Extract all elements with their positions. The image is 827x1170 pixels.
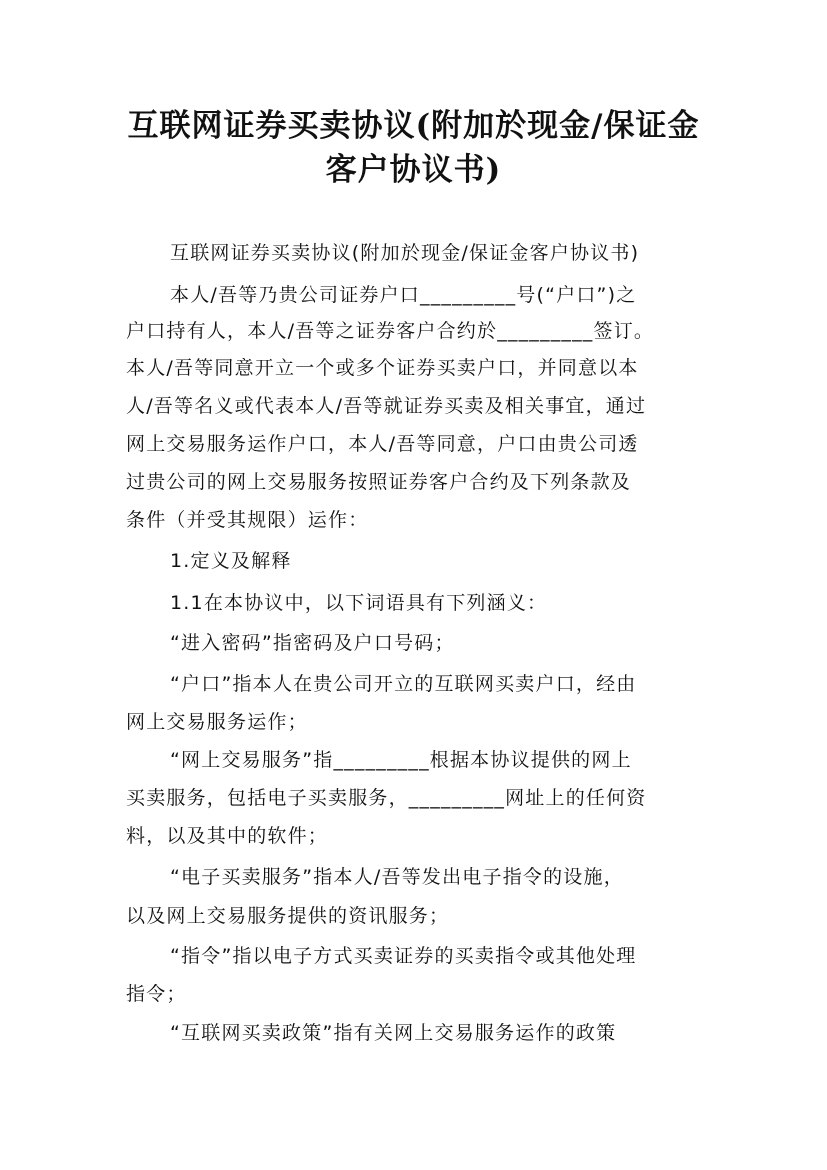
paragraph-line: 过贵公司的网上交易服务按照证券客户合约及下列条款及 [126, 471, 632, 493]
definition-line: 网上交易服务运作； [126, 711, 308, 733]
definition-line: 指令； [126, 983, 187, 1005]
paragraph-line: 网上交易服务运作户口，本人/吾等同意，户口由贵公司透 [126, 433, 639, 455]
subsection-heading: 1.1在本协议中，以下词语具有下列涵义： [170, 592, 548, 614]
definition-line: “电子买卖服务”指本人/吾等发出电子指令的设施， [170, 866, 624, 888]
definition-line: “户口”指本人在贵公司开立的互联网买卖户口，经由 [170, 673, 637, 695]
definition-line: 以及网上交易服务提供的资讯服务； [126, 905, 450, 927]
document-title-line-2: 客户协议书) [325, 152, 502, 188]
section-heading: 1.定义及解释 [170, 550, 292, 572]
document-title-line-1: 互联网证券买卖协议(附加於现金/保证金 [127, 108, 700, 144]
definition-line: 料，以及其中的软件； [126, 825, 329, 847]
definition-line: 买卖服务，包括电子买卖服务，_________网址上的任何资 [126, 787, 647, 809]
paragraph-heading: 互联网证券买卖协议(附加於现金/保证金客户协议书) [170, 242, 640, 264]
paragraph-line: 本人/吾等乃贵公司证券户口_________号(“户口”)之 [170, 284, 637, 306]
paragraph-line: 本人/吾等同意开立一个或多个证券买卖户口，并同意以本 [126, 357, 639, 379]
definition-line: “指令”指以电子方式买卖证券的买卖指令或其他处理 [170, 945, 637, 967]
paragraph-line: 人/吾等名义或代表本人/吾等就证券买卖及相关事宜，通过 [126, 395, 647, 417]
definition-line: “进入密码”指密码及户口号码； [170, 632, 455, 654]
paragraph-line: 户口持有人，本人/吾等之证券客户合约於_________签订。 [126, 320, 655, 342]
paragraph-line: 条件（并受其规限）运作： [126, 509, 369, 531]
definition-line: “互联网买卖政策”指有关网上交易服务运作的政策 [170, 1022, 617, 1044]
definition-line: “网上交易服务”指_________根据本协议提供的网上 [170, 749, 632, 771]
